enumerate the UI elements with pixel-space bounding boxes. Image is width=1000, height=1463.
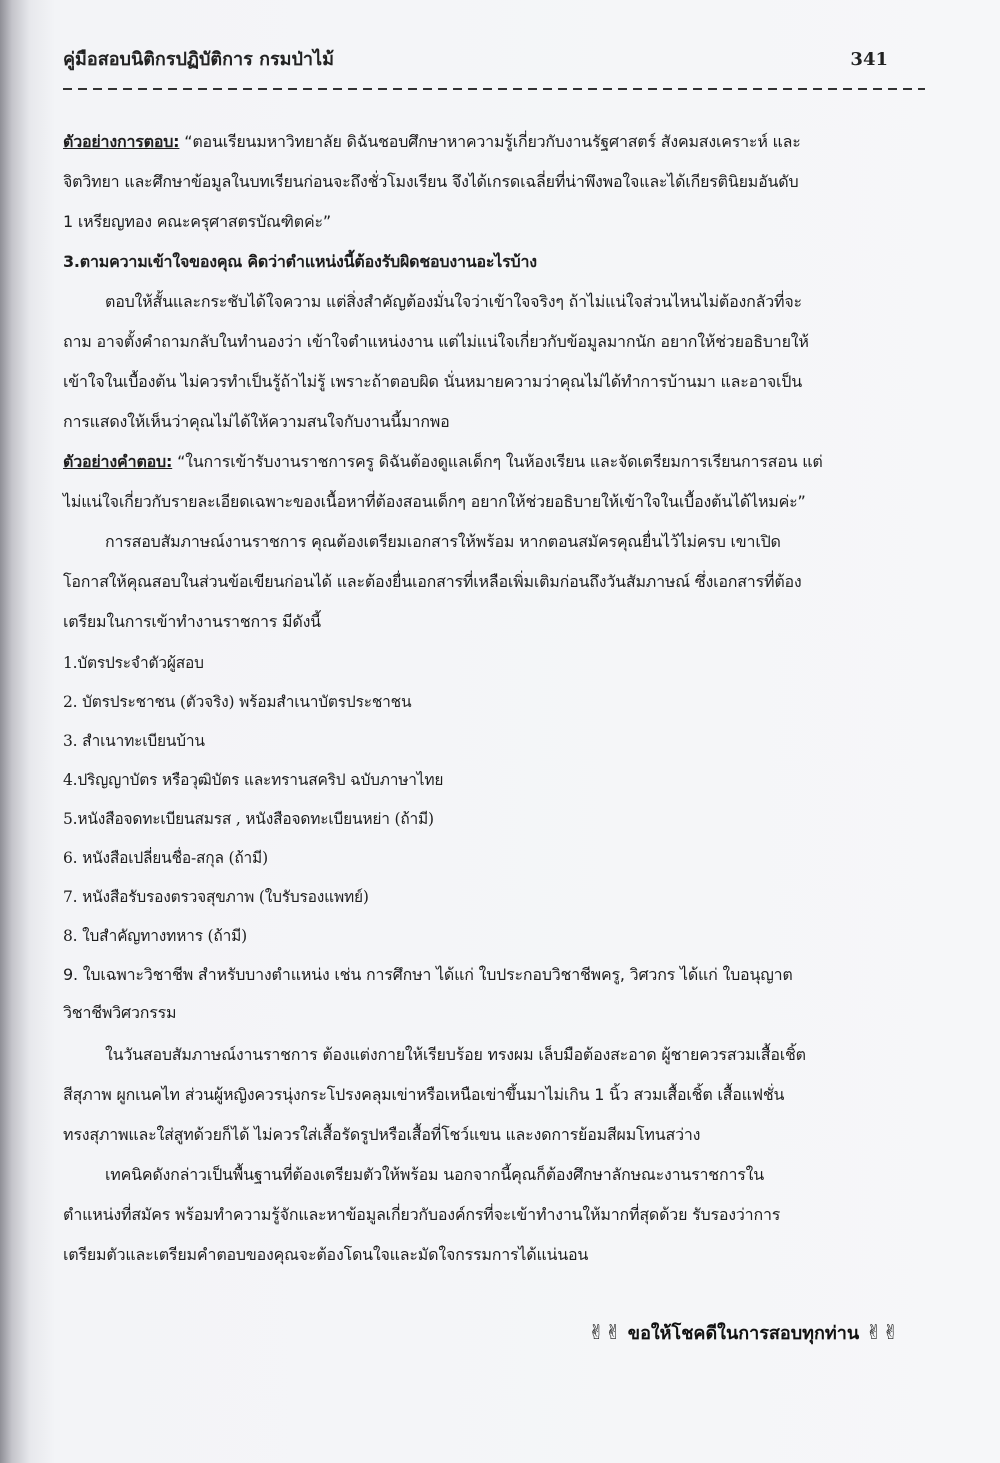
- conclusion-line-3: เตรียมตัวและเตรียมคำตอบของคุณจะต้องโดนใจและมัดใจกรรมการได้แน่นอน: [63, 1245, 589, 1264]
- dress-code-line-1: ในวันสอบสัมภาษณ์งานราชการ ต้องแต่งกายให้เรียบร้อย ทรงผม เล็บมือต้องสะอาด ผู้ชายควรสวมเสื้อเชิ้ต: [105, 1045, 806, 1064]
- example2-line-2: ไม่แน่ใจเกี่ยวกับรายละเอียดเฉพาะของเนื้อหาที่ต้องสอนเด็กๆ อยากให้ช่วยอธิบายให้เข้าใจในเบื้องต้นได้ไหมค่ะ”: [63, 492, 806, 511]
- example2-line-1: ตัวอย่างคำตอบ: “ในการเข้ารับงานราชการครู ดิฉันต้องดูแลเด็กๆ ในห้องเรียน และจัดเตรียมการเรียนการสอน แต่: [63, 452, 823, 471]
- documents-intro-line-3: เตรียมในการเข้าทำงานราชการ มีดังนี้: [63, 612, 321, 631]
- book-title: คู่มือสอบนิติกรปฏิบัติการ กรมป่าไม้: [63, 49, 334, 70]
- example2-label: ตัวอย่างคำตอบ:: [63, 452, 173, 471]
- document-item-9-line-1: 9. ใบเฉพาะวิชาชีพ สำหรับบางตำแหน่ง เช่น การศึกษา ได้แก่ ใบประกอบวิชาชีพครู, วิศวกร ได้แก่ ใบอนุญาต: [63, 965, 793, 984]
- document-item: 8. ใบสำคัญทางทหาร (ถ้ามี): [63, 927, 247, 945]
- page-number: 341: [850, 49, 888, 70]
- conclusion-line-1: เทคนิคดังกล่าวเป็นพื้นฐานที่ต้องเตรียมตัวให้พร้อม นอกจากนี้คุณก็ต้องศึกษาลักษณะงานราชการใน: [105, 1165, 764, 1184]
- closing-text: ขอให้โชคดีในการสอบทุกท่าน: [621, 1323, 866, 1344]
- dashed-divider: [63, 88, 925, 90]
- page-header: [63, 44, 888, 73]
- dress-code-line-3: ทรงสุภาพและใส่สูทด้วยก็ได้ ไม่ควรใส่เสื้อรัดรูปหรือเสื้อที่โชว์แขน และงดการย้อมสีผมโทนสว่าง: [63, 1125, 701, 1144]
- example1-line-2: จิตวิทยา และศึกษาข้อมูลในบทเรียนก่อนจะถึงชั่วโมงเรียน จึงได้เกรดเฉลี่ยที่น่าพึงพอใจและได้เกียรตินิยมอันดับ: [63, 172, 799, 191]
- document-item: 2. บัตรประชาชน (ตัวจริง) พร้อมสำเนาบัตรประชาชน: [63, 693, 412, 711]
- victory-hand-icon: ✌✌: [865, 1320, 899, 1344]
- document-item: 3. สำเนาทะเบียนบ้าน: [63, 732, 205, 750]
- question3-heading: 3.ตามความเข้าใจของคุณ คิดว่าตำแหน่งนี้ต้องรับผิดชอบงานอะไรบ้าง: [63, 252, 537, 271]
- question3-line-2: ถาม อาจตั้งคำถามกลับในทำนองว่า เข้าใจตำแหน่งงาน แต่ไม่แน่ใจเกี่ยวกับข้อมูลมากนัก อยากให้ช่วยอธิบายให้: [63, 332, 809, 351]
- question3-line-4: การแสดงให้เห็นว่าคุณไม่ได้ให้ความสนใจกับงานนี้มากพอ: [63, 412, 450, 431]
- example1-line-3: 1 เหรียญทอง คณะครุศาสตรบัณฑิตค่ะ”: [63, 212, 331, 231]
- document-item-9-line-2: วิชาชีพวิศวกรรม: [63, 1003, 177, 1022]
- victory-hand-icon: ✌✌: [588, 1320, 622, 1344]
- example1-label: ตัวอย่างการตอบ:: [63, 132, 180, 151]
- closing-message: [588, 1318, 899, 1347]
- question3-line-3: เข้าใจในเบื้องต้น ไม่ควรทำเป็นรู้ถ้าไม่รู้ เพราะถ้าตอบผิด นั่นหมายความว่าคุณไม่ได้ทำการบ้านมา และอาจเป็น: [63, 372, 802, 391]
- conclusion-line-2: ตำแหน่งที่สมัคร พร้อมทำความรู้จักและหาข้อมูลเกี่ยวกับองค์กรที่จะเข้าทำงานให้มากที่สุดด้วย รับรองว่าการ: [63, 1205, 781, 1224]
- document-item: 6. หนังสือเปลี่ยนชื่อ-สกุล (ถ้ามี): [63, 849, 268, 867]
- document-item: 5.หนังสือจดทะเบียนสมรส , หนังสือจดทะเบียนหย่า (ถ้ามี): [63, 810, 434, 828]
- document-item: 7. หนังสือรับรองตรวจสุขภาพ (ใบรับรองแพทย์): [63, 888, 369, 906]
- document-item: 1.บัตรประจำตัวผู้สอบ: [63, 654, 204, 672]
- example1-line-1: ตัวอย่างการตอบ: “ตอนเรียนมหาวิทยาลัย ดิฉันชอบศึกษาหาความรู้เกี่ยวกับงานรัฐศาสตร์ สังคมสงเคราะห์ และ: [63, 132, 801, 151]
- dress-code-line-2: สีสุภาพ ผูกเนคไท ส่วนผู้หญิงควรนุ่งกระโปรงคลุมเข่าหรือเหนือเข่าขึ้นมาไม่เกิน 1 นิ้ว สวมเสื้อเชิ้ต เสื้อแฟชั่น: [63, 1085, 785, 1104]
- documents-intro-line-1: การสอบสัมภาษณ์งานราชการ คุณต้องเตรียมเอกสารให้พร้อม หากตอนสมัครคุณยื่นไว้ไม่ครบ เขาเปิด: [105, 532, 781, 551]
- question3-line-1: ตอบให้สั้นและกระชับได้ใจความ แต่สิ่งสำคัญต้องมั่นใจว่าเข้าใจจริงๆ ถ้าไม่แน่ใจส่วนไหนไม่ต้องกลัวที่จะ: [105, 292, 802, 311]
- documents-intro-line-2: โอกาสให้คุณสอบในส่วนข้อเขียนก่อนได้ และต้องยื่นเอกสารที่เหลือเพิ่มเติมก่อนถึงวันสัมภาษณ์ ซึ่งเอกสารที่ต้อง: [63, 572, 802, 591]
- document-item: 4.ปริญญาบัตร หรือวุฒิบัตร และทรานสคริป ฉบับภาษาไทย: [63, 771, 444, 789]
